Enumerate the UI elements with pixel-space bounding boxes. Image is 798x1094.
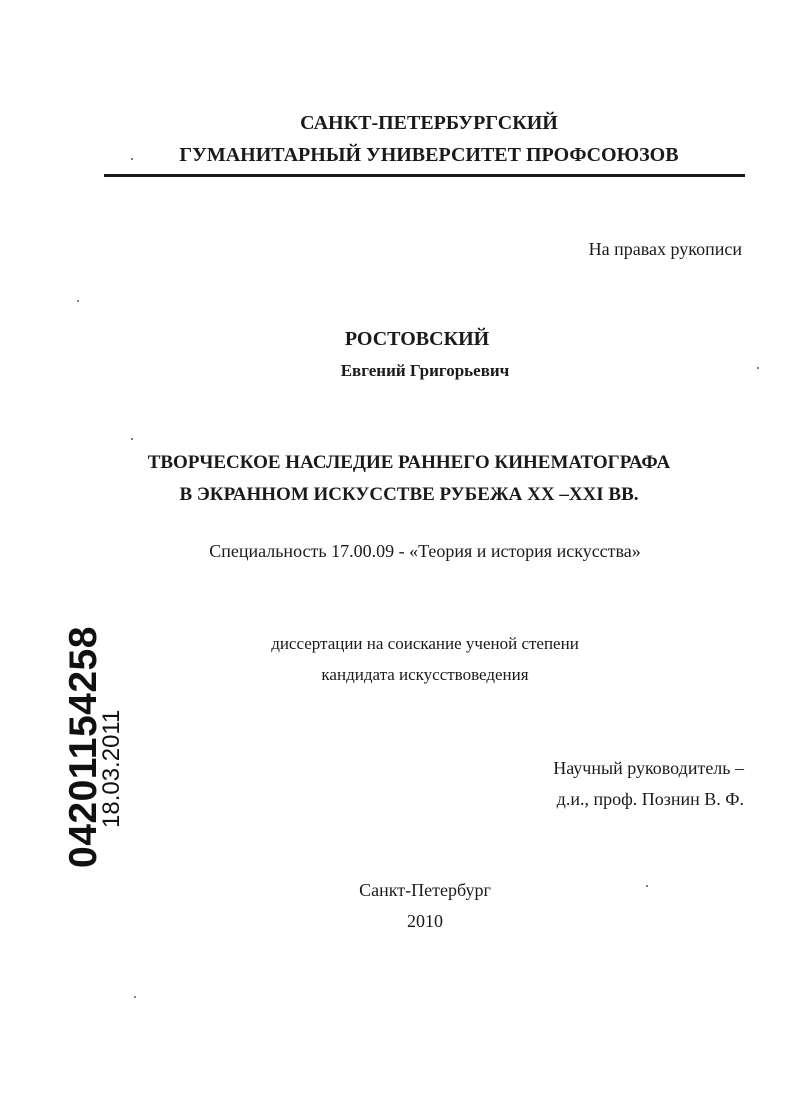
scan-speck bbox=[131, 158, 133, 160]
city: Санкт-Петербург bbox=[359, 880, 491, 900]
scan-speck bbox=[77, 300, 79, 302]
supervisor-role: Научный руководитель – bbox=[553, 758, 744, 778]
degree-line-1: диссертации на соискание ученой степени bbox=[271, 634, 579, 653]
dissertation-title-line-1: ТВОРЧЕСКОЕ НАСЛЕДИЕ РАННЕГО КИНЕМАТОГРАФА bbox=[147, 452, 671, 473]
library-stamp-date: 18.03.2011 bbox=[98, 709, 125, 828]
scan-speck bbox=[131, 438, 133, 440]
scan-speck bbox=[757, 367, 759, 369]
header-divider bbox=[104, 174, 745, 177]
year: 2010 bbox=[407, 911, 443, 931]
institution-line-2: ГУМАНИТАРНЫЙ УНИВЕРСИТЕТ ПРОФСОЮЗОВ bbox=[179, 144, 679, 166]
institution-line-1: САНКТ-ПЕТЕРБУРГСКИЙ bbox=[300, 112, 558, 134]
author-surname: РОСТОВСКИЙ bbox=[344, 328, 490, 350]
scan-speck bbox=[646, 885, 648, 887]
specialty: Специальность 17.00.09 - «Теория и история искусства» bbox=[209, 541, 641, 561]
supervisor-name: д.и., проф. Познин В. Ф. bbox=[556, 789, 744, 809]
scan-speck bbox=[134, 996, 136, 998]
rights-note: На правах рукописи bbox=[588, 239, 742, 259]
library-stamp-number: 04201154258 bbox=[62, 626, 105, 868]
author-given-names: Евгений Григорьевич bbox=[340, 361, 510, 380]
degree-line-2: кандидата искусствоведения bbox=[321, 665, 529, 684]
dissertation-title-line-2: В ЭКРАННОМ ИСКУССТВЕ РУБЕЖА XX –XXI ВВ. bbox=[179, 484, 639, 505]
